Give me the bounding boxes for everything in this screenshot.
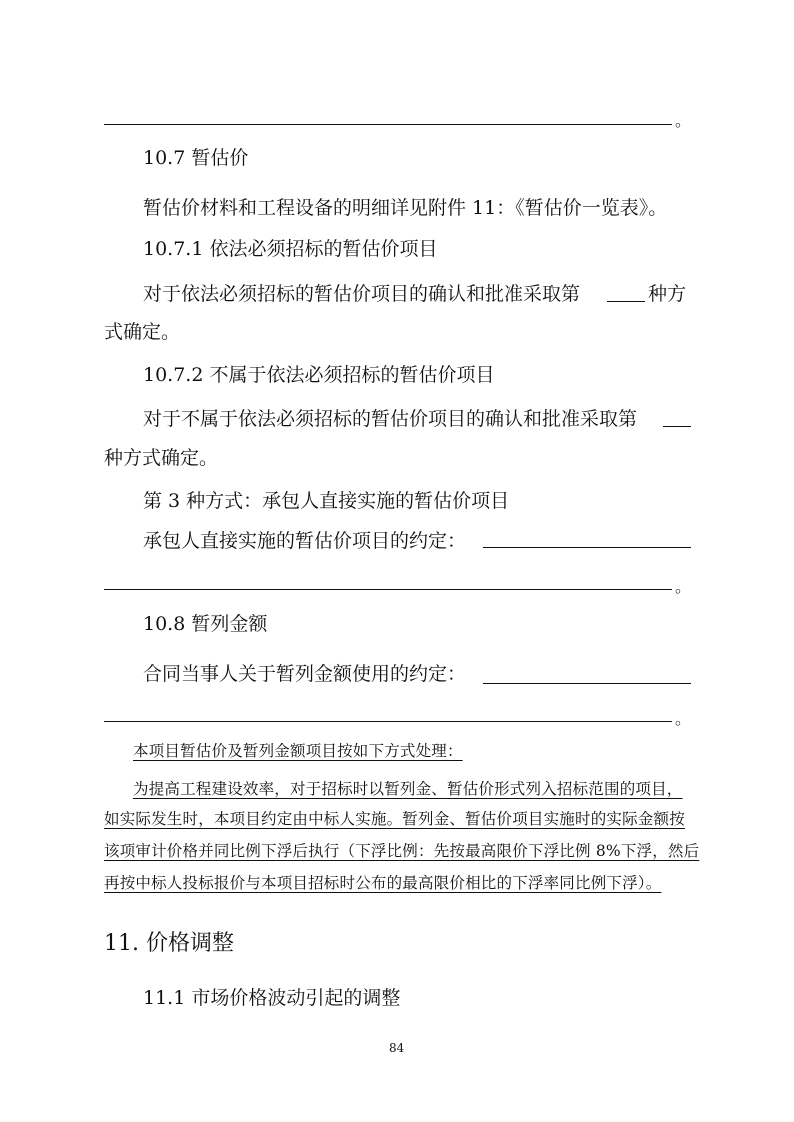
note-line-3: 该项审计价格并同比例下浮后执行（下浮比例：先按最高限价下浮比例 8%下浮，然后 [104, 842, 700, 860]
section-10-7-1-heading: 10.7.1 依法必须招标的暂估价项目 [143, 238, 438, 260]
note-line-2: 如实际发生时，本项目约定由中标人实施。暂列金、暂估价项目实施时的实际金额按 [104, 810, 685, 828]
note-line-1: 为提高工程建设效率，对于招标时以暂列金、暂估价形式列入招标范围的项目， [133, 780, 683, 798]
section-10-7-heading: 10.7 暂估价 [143, 147, 249, 169]
section-10-7-2-body-part1: 对于不属于依法必须招标的暂估价项目的确认和批准采取第 [143, 408, 638, 430]
section-10-8-agreement-label: 合同当事人关于暂列金额使用的约定： [143, 663, 467, 685]
section-11-heading: 11. 价格调整 [104, 931, 234, 956]
section-10-7-1-body-part2: 种方 [648, 283, 687, 305]
period-section-10-8: 。 [675, 709, 692, 728]
section-10-8-agreement-blank [483, 683, 691, 684]
section-10-7-1-body-part1: 对于依法必须招标的暂估价项目的确认和批准采取第 [143, 283, 581, 305]
note-line-4: 再按中标人投标报价与本项目招标时公布的最高限价相比的下浮率同比例下浮）。 [104, 874, 662, 892]
method-number-blank-2 [663, 426, 691, 427]
page-number: 84 [389, 1041, 405, 1055]
note-heading: 本项目暂估价及暂列金额项目按如下方式处理： [133, 742, 463, 760]
section-10-7-detail: 暂估价材料和工程设备的明细详见附件 11：《暂估价一览表》。 [143, 197, 668, 219]
section-10-7-2-heading: 10.7.2 不属于依法必须招标的暂估价项目 [143, 364, 495, 386]
fill-line-top [104, 124, 672, 125]
section-10-7-2-body-part2: 种方式确定。 [104, 447, 219, 469]
method-number-blank-1 [607, 301, 645, 302]
method-3-agreement-label: 承包人直接实施的暂估价项目的约定： [143, 530, 467, 552]
method-3-agreement-blank [483, 547, 691, 548]
section-11-1-heading: 11.1 市场价格波动引起的调整 [143, 987, 401, 1009]
section-10-7-1-body-part3: 式确定。 [104, 321, 181, 343]
period-method-3: 。 [675, 577, 692, 596]
section-10-8-heading: 10.8 暂列金额 [143, 613, 268, 635]
method-3-heading: 第 3 种方式：承包人直接实施的暂估价项目 [143, 490, 510, 512]
method-3-agreement-blank-line2 [104, 589, 672, 590]
period-top: 。 [675, 111, 692, 130]
section-10-8-agreement-blank-line2 [104, 721, 672, 722]
